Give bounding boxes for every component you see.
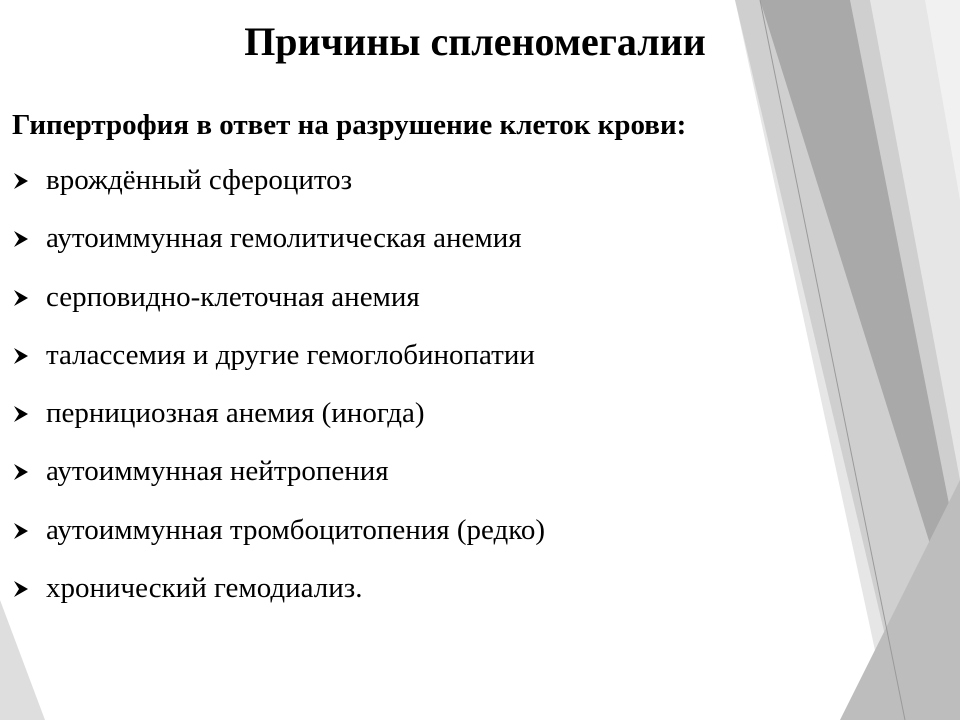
list-item-text: пернициозная анемия (иногда): [46, 397, 425, 430]
arrow-bullet-icon: [12, 572, 46, 602]
list-item: [12, 397, 545, 455]
arrow-bullet-icon: [12, 339, 46, 369]
list-item: [12, 514, 545, 572]
cause-list: [12, 164, 545, 630]
arrow-bullet-icon: [12, 164, 46, 194]
list-item-text: аутоиммунная гемолитическая анемия: [46, 222, 522, 255]
arrow-bullet-icon: [12, 222, 46, 252]
list-item: [12, 281, 545, 339]
list-item-text: врождённый сфероцитоз: [46, 164, 353, 196]
list-item-text: хронический гемодиализ.: [46, 572, 363, 605]
arrow-bullet-icon: [12, 397, 46, 427]
list-item: [12, 572, 545, 630]
list-item-text: талассемия и другие гемоглобинопатии: [46, 338, 535, 371]
list-item-text: серповидно-клеточная анемия: [46, 280, 420, 313]
arrow-bullet-icon: [12, 514, 46, 544]
list-item: [12, 164, 545, 222]
list-item-text: аутоиммунная тромбоцитопения (редко): [46, 513, 546, 546]
slide-subheading: Гипертрофия в ответ на разрушение клеток крови:: [12, 109, 687, 141]
list-item: [12, 222, 545, 280]
list-item: [12, 339, 545, 397]
arrow-bullet-icon: [12, 281, 46, 311]
slide-title: Причины спленомегалии: [244, 19, 706, 64]
list-item-text: аутоиммунная нейтропения: [46, 455, 389, 488]
list-item: [12, 455, 545, 513]
arrow-bullet-icon: [12, 455, 46, 485]
